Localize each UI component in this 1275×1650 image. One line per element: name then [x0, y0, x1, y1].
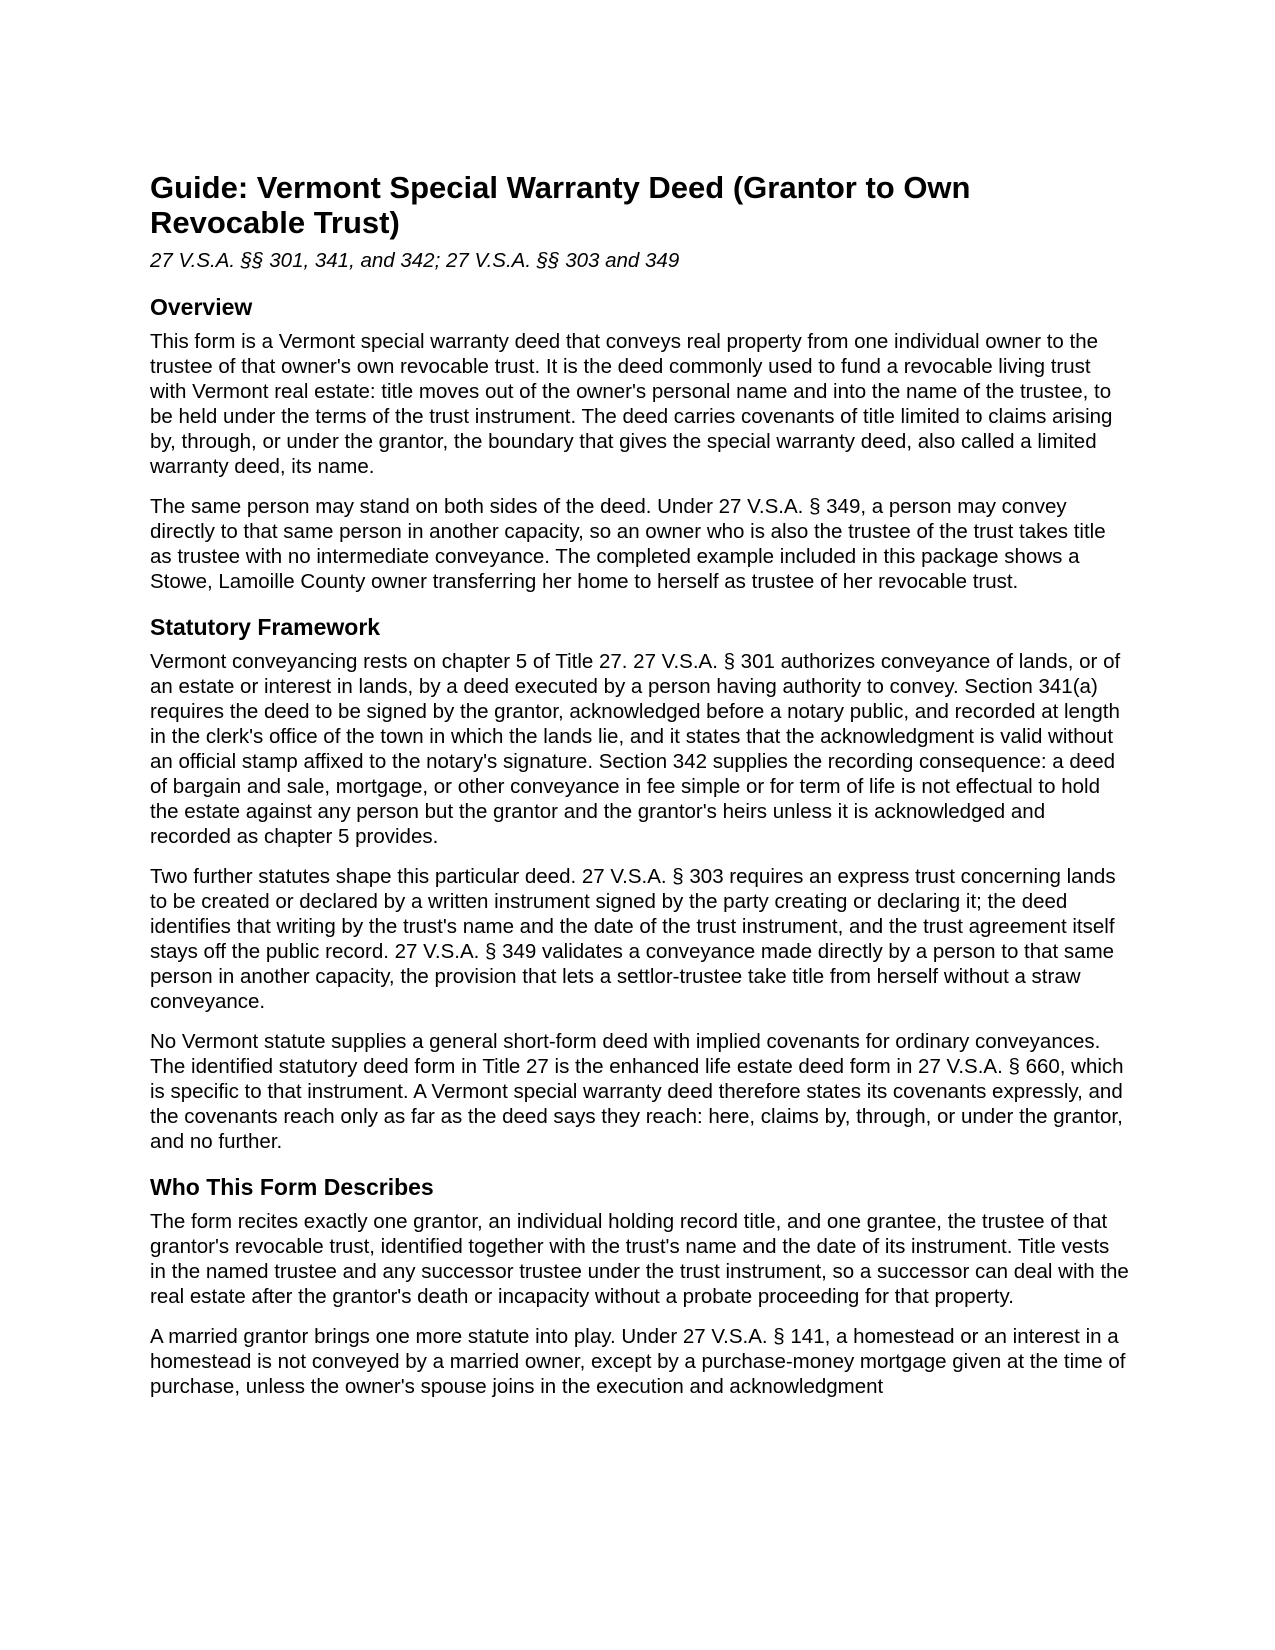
document-title: Guide: Vermont Special Warranty Deed (Grantor to Own Revocable Trust): [150, 170, 971, 240]
statutory-framework-paragraph-2: Two further statutes shape this particular deed. 27 V.S.A. § 303 requires an express trust concerning lands to be created or declared by a written instrument signed by the party creating or declaring it; the deed identifies that writing by the trust's name and the date of the trust instrument, and the trust agreement itself stays off the public record. 27 V.S.A. § 349 validates a conveyance made directly by a person to that same person in another capacity, the provision that lets a settlor-trustee take title from herself without a straw conveyance.: [150, 865, 1116, 1013]
section-heading-who-this-form-describes: Who This Form Describes: [150, 1174, 434, 1200]
statutory-framework-paragraph-3: No Vermont statute supplies a general short-form deed with implied covenants for ordinary conveyances. The identified statutory deed form in Title 27 is the enhanced life estate deed form in 27 V.S.A. § 660, which is specific to that instrument. A Vermont special warranty deed therefore states its covenants expressly, and the covenants reach only as far as the deed says they reach: here, claims by, through, or under the grantor, and no further.: [150, 1030, 1124, 1153]
overview-paragraph-2: The same person may stand on both sides of the deed. Under 27 V.S.A. § 349, a person may convey directly to that same person in another capacity, so an owner who is also the trustee of the trust takes title as trustee with no intermediate conveyance. The completed example included in this package shows a Stowe, Lamoille County owner transferring her home to herself as trustee of her revocable trust.: [150, 495, 1106, 593]
section-heading-statutory-framework: Statutory Framework: [150, 614, 381, 640]
statutory-framework-paragraph-1: Vermont conveyancing rests on chapter 5 of Title 27. 27 V.S.A. § 301 authorizes conveyance of lands, or of an estate or interest in lands, by a deed executed by a person having authority to convey. Section 341(a) requires the deed to be signed by the grantor, acknowledged before a notary public, and recorded at length in the clerk's office of the town in which the lands lie, and it states that the acknowledgment is valid without an official stamp affixed to the notary's signature. Section 342 supplies the recording consequence: a deed of bargain and sale, mortgage, or other conveyance in fee simple or for term of life is not effectual to hold the estate against any person but the grantor and the grantor's heirs unless it is acknowledged and recorded as chapter 5 provides.: [150, 650, 1121, 848]
section-heading-overview: Overview: [150, 294, 253, 320]
statute-citation: 27 V.S.A. §§ 301, 341, and 342; 27 V.S.A. §§ 303 and 349: [150, 249, 680, 272]
who-this-form-describes-paragraph-2: A married grantor brings one more statute into play. Under 27 V.S.A. § 141, a homestead or an interest in a homestead is not conveyed by a married owner, except by a purchase-money mortgage given at the time of purchase, unless the owner's spouse joins in the execution and acknowledgment: [150, 1325, 1126, 1398]
overview-paragraph-1: This form is a Vermont special warranty deed that conveys real property from one individual owner to the trustee of that owner's own revocable trust. It is the deed commonly used to fund a revocable living trust with Vermont real estate: title moves out of the owner's personal name and into the name of the trustee, to be held under the terms of the trust instrument. The deed carries covenants of title limited to claims arising by, through, or under the grantor, the boundary that gives the special warranty deed, also called a limited warranty deed, its name.: [150, 330, 1113, 478]
who-this-form-describes-paragraph-1: The form recites exactly one grantor, an individual holding record title, and one grantee, the trustee of that grantor's revocable trust, identified together with the trust's name and the date of its instrument. Title vests in the named trustee and any successor trustee under the trust instrument, so a successor can deal with the real estate after the grantor's death or incapacity without a probate proceeding for that property.: [150, 1210, 1129, 1308]
document-page: [150, 170, 1130, 1414]
